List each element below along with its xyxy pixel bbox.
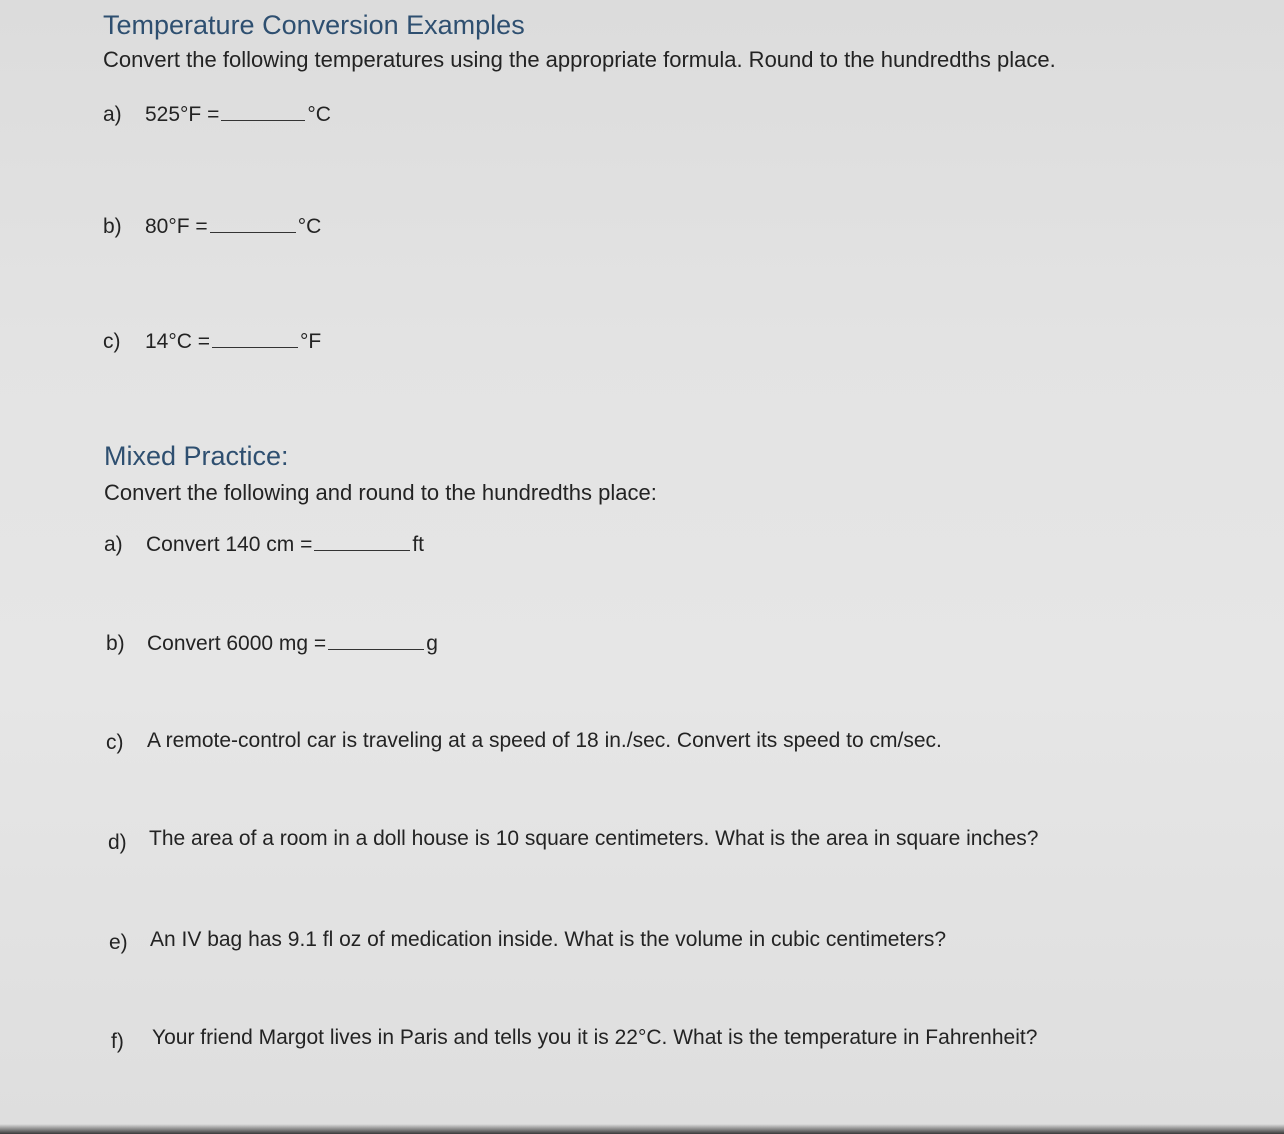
question-letter-c: c)	[106, 731, 124, 754]
item-unit: °C	[307, 103, 331, 126]
section-title-mixed-practice: Mixed Practice:	[104, 441, 289, 471]
item-unit: g	[426, 632, 438, 655]
item-letter: c)	[103, 330, 121, 353]
answer-blank[interactable]	[210, 231, 296, 233]
section-title-temperature: Temperature Conversion Examples	[103, 10, 525, 40]
item-letter: a)	[104, 533, 123, 556]
item-unit: °F	[300, 330, 322, 353]
item-expression: 14°C =	[145, 330, 211, 353]
item-letter: b)	[106, 632, 125, 655]
item-expression: 525°F =	[145, 103, 220, 126]
question-letter-e: e)	[109, 931, 128, 954]
item-letter: b)	[103, 215, 122, 238]
answer-blank[interactable]	[328, 648, 424, 650]
question-text-d: The area of a room in a doll house is 10 square centimeters. What is the area in square inches?	[149, 827, 1039, 850]
temperature-item-a	[103, 103, 331, 127]
question-letter-d: d)	[108, 831, 127, 854]
item-letter: a)	[103, 103, 122, 126]
page-bottom-edge	[0, 1124, 1284, 1134]
question-text-e: An IV bag has 9.1 fl oz of medication inside. What is the volume in cubic centimeters?	[150, 928, 947, 951]
temperature-item-c	[103, 330, 321, 354]
mixed-item-b	[106, 632, 438, 656]
section-instructions-temperature: Convert the following temperatures using the appropriate formula. Round to the hundredths place.	[103, 47, 1056, 72]
item-expression: Convert 6000 mg =	[147, 632, 327, 655]
question-letter-f: f)	[111, 1030, 124, 1053]
answer-blank[interactable]	[314, 549, 410, 551]
item-expression: 80°F =	[145, 215, 208, 238]
answer-blank[interactable]	[212, 346, 298, 348]
temperature-item-b	[103, 215, 321, 239]
answer-blank[interactable]	[221, 119, 305, 121]
item-unit: ft	[412, 533, 425, 556]
mixed-item-a	[104, 533, 424, 557]
item-unit: °C	[297, 215, 322, 238]
item-expression: Convert 140 cm =	[146, 533, 313, 556]
question-text-c: A remote-control car is traveling at a speed of 18 in./sec. Convert its speed to cm/sec.	[147, 729, 942, 752]
section-instructions-mixed-practice: Convert the following and round to the hundredths place:	[104, 480, 657, 505]
question-text-f: Your friend Margot lives in Paris and tells you it is 22°C. What is the temperature in Fahrenheit?	[152, 1026, 1038, 1049]
